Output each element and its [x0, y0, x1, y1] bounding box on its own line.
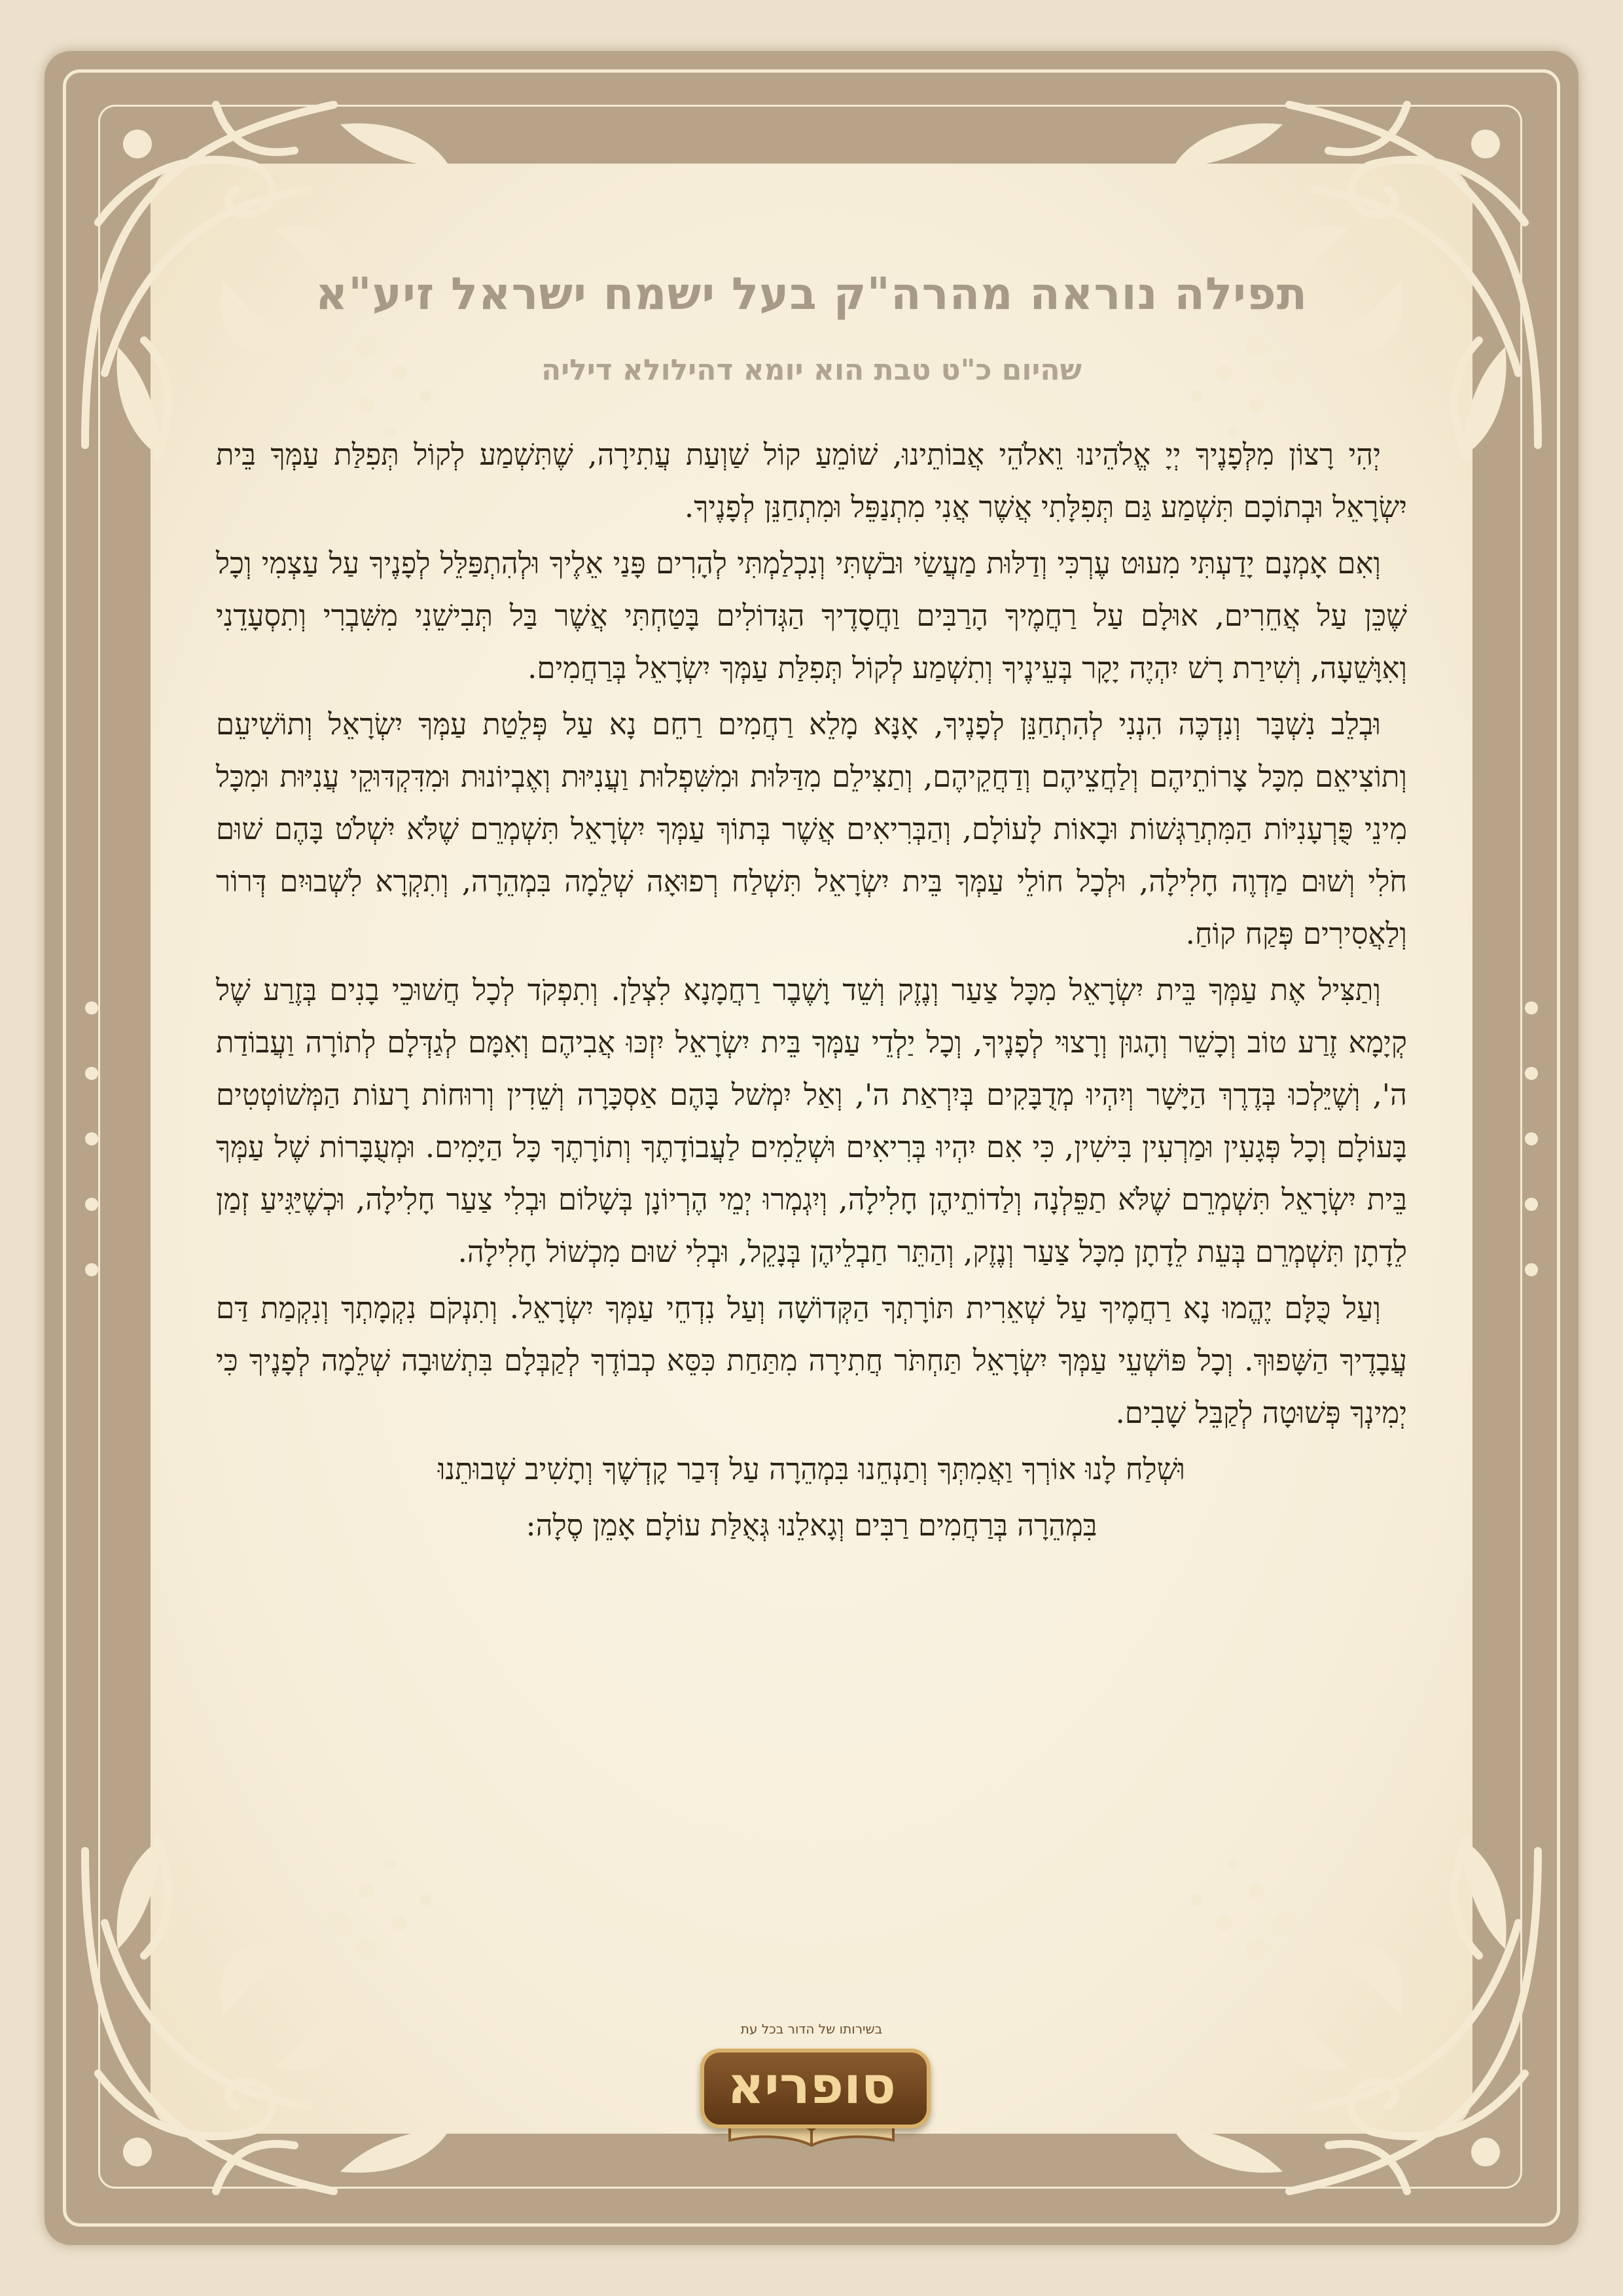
- prayer-paragraph: וְתַצִּיל אֶת עַמְּךָ בֵּית יִשְׂרָאֵל מִכָּל צַעַר וְנֶזֶק וְשֵׁד וָשֶׁבֶר רַחֲמָנָא לִצְלַן. וְתִפְקֹד לְכָל חֲשׁוּכֵי בָנִים בְּזֶרַע שֶׁל קְיָמָא זֶרַע טוֹב וְכָשֵׁר וְהָגוּן וְרָצוּי לְפָנֶיךָ, וְכָל יַלְדֵי עַמְּךָ בֵּית יִשְׂרָאֵל יִזְכּוּ אֲבִיהֶם וְאִמָּם לְגַדְּלָם לְתוֹרָה וַעֲבוֹדַת ה', וְשֶׁיֵּלְכוּ בְּדֶרֶךְ הַיָּשָׁר וְיִהְיוּ מְדֻבָּקִים בְּיִרְאַת ה', וְאַל יִמְשׁל בָּהֶם אַסְכָּרָה וְשֵׁדִין וְרוּחוֹת רָעוֹת הַמְּשׁוֹטְטִים בָּעוֹלָם וְכָל פְּגָעִין וּמַרְעִין בִּישִׁין, כִּי אִם יִהְיוּ בְּרִיאִים וּשְׁלֵמִים לַעֲבוֹדָתֶךָ וְתוֹרָתֶךָ כָּל הַיָּמִים. וּמְעֻבָּרוֹת שֶׁל עַמְּךָ בֵּית יִשְׂרָאֵל תִּשְׁמְרֵם שֶׁלֹּא תַפֵּלְנָה וְלַדוֹתֵיהֶן חָלִילָה, וְיִגְמְרוּ יְמֵי הֶרְיוֹנָן בְּשָׁלוֹם וּבְלִי צַעַר חָלִילָה, וּכְשֶׁיַּגִּיעַ זְמַן לֵדָתָן תִּשְׁמְרֵם בְּעֵת לֵדָתָן מִכָּל צַעַר וְנֶזֶק, וְהַתֵּר חַבְלֵיהֶן בְּנָקֵל, וּבְלִי שׁוּם מִכְשׁוֹל חָלִילָה.: [216, 973, 1408, 1269]
- prayer-paragraph: וּבְלֵב נִשְׁבָּר וְנִדְכֶּה הִנְנִי לְהִתְחַנֵּן לְפָנֶיךָ, אָנָּא מָלֵא רַחֲמִים רַחֵם נָא עַל פְּלֵטַת עַמְּךָ יִשְׂרָאֵל וְתוֹשִׁיעֵם וְתוֹצִיאֵם מִכָּל צָרוֹתֵיהֶם וְלַחֲצֵיהֶם וְדַחֲקֵיהֶם, וְתַצִּילֵם מִדַּלּוּת וּמִשִּׁפְלוּת וַעֲנִיּוּת וְאֶבְיוֹנוּת וּמִדִּקְדּוּקֵי עֲנִיּוּת וּמִכָּל מִינֵי פֻּרְעָנִיּוֹת הַמִּתְרַגְּשׁוֹת וּבָאוֹת לָעוֹלָם, וְהַבְּרִיאִים אֲשֶׁר בְּתוֹךְ עַמְּךָ יִשְׂרָאֵל תִּשְׁמְרֵם שֶׁלֹּא יִשְׁלֹט בָּהֶם שׁוּם חֹלִי וְשׁוּם מַדְוֶה חָלִילָה, וּלְכָל חוֹלֵי עַמְּךָ בֵּית יִשְׂרָאֵל תִּשְׁלַח רְפוּאָה שְׁלֵמָה בִּמְהֵרָה, וְתִקְרָא לִשְׁבוּיִם דְּרוֹר וְלַאֲסִירִים פְּקַח קוֹחַ.: [216, 707, 1407, 951]
- closing-line: בִּמְהֵרָה בְּרַחֲמִים רַבִּים וְגָאלֵנוּ גְּאֻלַּת עוֹלָם אָמֵן סֶלָה:: [526, 1508, 1097, 1543]
- closing-line: וּשְׁלַח לָנוּ אוֹרְךָ וַאֲמִתְּךָ וְתַנְחֵנוּ בִּמְהֵרָה עַל דְּבַר קָדְשֶׁךָ וְתָשִׁיב שְׁבוּתֵנוּ: [438, 1452, 1185, 1486]
- prayer-paragraph: וְעַל כֻּלָּם יֶהֱמוּ נָא רַחֲמֶיךָ עַל שְׁאֵרִית תּוֹרָתְךָ הַקְּדוֹשָׁה וְעַל נִדְחֵי עַמְּךָ יִשְׂרָאֵל. וְתִנְקֹם נִקְמָתְךָ וְנִקְמַת דַּם עֲבָדֶיךָ הַשָּׁפוּךְ. וְכָל פּוֹשְׁעֵי עַמְּךָ יִשְׂרָאֵל תַּחְתֹּר חֲתִירָה מִתַּחַת כִּסֵּא כְבוֹדֶךָ לְקַבְּלָם בִּתְשׁוּבָה שְׁלֵמָה לְפָנֶיךָ כִּי יְמִינְךָ פְּשׁוּטָה לְקַבֵּל שָׁבִים.: [216, 1291, 1408, 1430]
- logo-tagline: בשירותו של הדור בכל עת: [740, 2021, 883, 2037]
- prayer-paragraph: יְהִי רָצוֹן מִלְּפָנֶיךָ יְיָ אֱלֹהֵינוּ וֵאלֹהֵי אֲבוֹתֵינוּ, שׁוֹמֵעַ קוֹל שַׁוְעַת עֲתִירָה, שֶׁתִּשְׁמַע לְקוֹל תְּפִלַּת עַמְּךָ בֵּית יִשְׂרָאֵל וּבְתוֹכָם תִּשְׁמַע גַּם תְּפִלָּתִי אֲשֶׁר אֲנִי מִתְנַפֵּל וּמִתְחַנֵּן לְפָנֶיךָ.: [216, 437, 1407, 524]
- logo-name: סופריא: [727, 2056, 896, 2115]
- publisher-logo: [684, 2003, 939, 2153]
- document-title: תפילה נוראה מהרה"ק בעל ישמח ישראל זיע"א: [315, 268, 1308, 320]
- prayer-paragraph: וְאִם אָמְנָם יָדַעְתִּי מִעוּט עֶרְכִּי וְדַלּוּת מַעֲשַׂי וּבֹשְׁתִּי וְנִכְלַמְתִּי לְהָרִים פָּנַי אֵלֶיךָ וּלְהִתְפַּלֵּל לְפָנֶיךָ עַל עַצְמִי וְכָל שֶׁכֵּן עַל אֲחֵרִים, אוּלָם עַל רַחֲמֶיךָ הָרַבִּים וַחֲסָדֶיךָ הַגְּדוֹלִים בָּטַחְתִּי אֲשֶׁר בַּל תְּבִישֵׁנִי מִשִּׁבְרִי וְתִסְעָדֵנִי וְאִוָּשֵׁעָה, וְשִׁירַת רָשׁ יִהְיֶה יָקָר בְּעֵינֶיךָ וְתִשְׁמַע לְקוֹל תְּפִלַּת עַמְּךָ יִשְׂרָאֵל בְּרַחֲמִים.: [216, 546, 1407, 685]
- corner-ornament-bottom-left: [59, 1825, 465, 2231]
- document-subtitle: שהיום כ"ט טבת הוא יומא דהילולא דיליה: [541, 353, 1082, 387]
- prayer-text: [216, 429, 1407, 1556]
- side-dots-right: [1518, 982, 1544, 1309]
- side-dots-left: [79, 982, 105, 1309]
- corner-ornament-bottom-right: [1158, 1825, 1564, 2231]
